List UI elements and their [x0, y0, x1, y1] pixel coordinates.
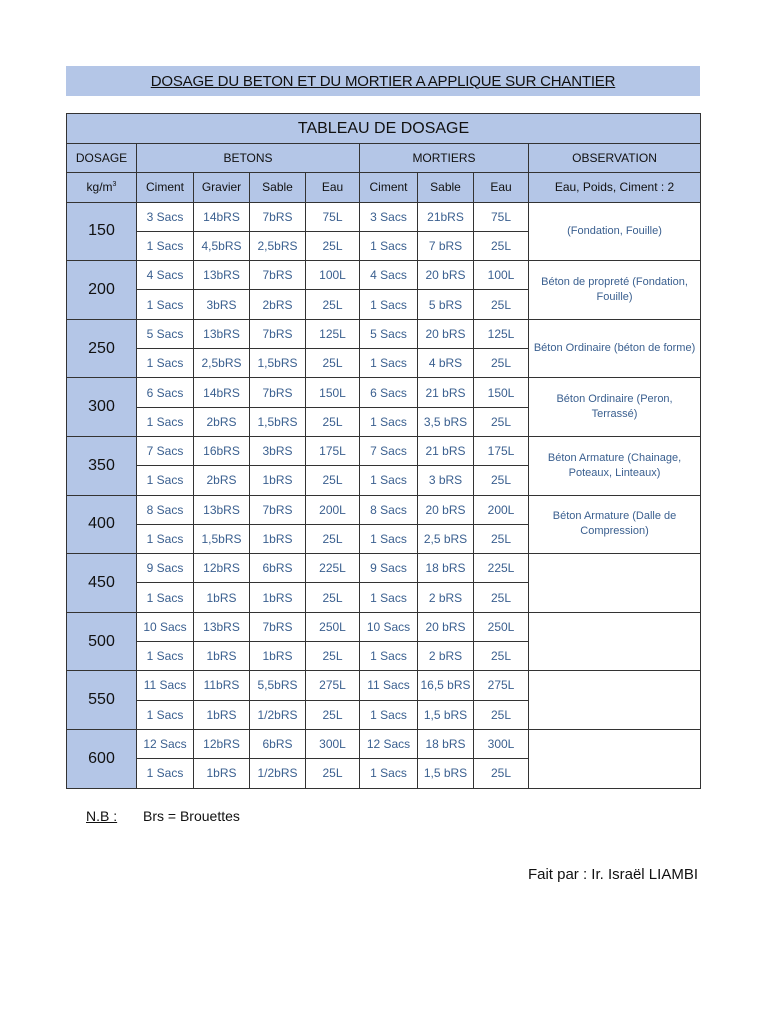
table-cell: 1 Sacs — [360, 700, 418, 729]
table-caption: TABLEAU DE DOSAGE — [67, 114, 701, 144]
table-cell: 25L — [306, 700, 360, 729]
sub-header-beton-ciment: Ciment — [137, 173, 194, 202]
table-cell: 1bRS — [194, 700, 250, 729]
table-cell: 2,5bRS — [194, 349, 250, 378]
table-cell: 9 Sacs — [137, 554, 194, 583]
dosage-value: 350 — [67, 436, 137, 495]
dosage-table — [66, 113, 701, 789]
table-cell: 13bRS — [194, 612, 250, 641]
header-observation: OBSERVATION — [529, 144, 701, 173]
table-cell: 25L — [306, 759, 360, 788]
table-cell: 250L — [474, 612, 529, 641]
table-cell: 1 Sacs — [360, 759, 418, 788]
table-cell: 1,5bRS — [194, 524, 250, 553]
table-cell: 20 bRS — [418, 495, 474, 524]
table-cell: 6 Sacs — [360, 378, 418, 407]
header-mortiers: MORTIERS — [360, 144, 529, 173]
table-cell: 25L — [474, 349, 529, 378]
table-cell: 21 bRS — [418, 378, 474, 407]
observation-cell: Béton Armature (Dalle de Compression) — [529, 495, 701, 554]
table-cell: 3,5 bRS — [418, 407, 474, 436]
table-cell: 11 Sacs — [360, 671, 418, 700]
table-cell: 3 bRS — [418, 466, 474, 495]
table-cell: 1,5bRS — [250, 349, 306, 378]
sub-header-beton-sable: Sable — [250, 173, 306, 202]
table-cell: 125L — [306, 319, 360, 348]
table-cell: 1 Sacs — [360, 407, 418, 436]
table-cell: 1 Sacs — [137, 642, 194, 671]
table-cell: 1,5 bRS — [418, 759, 474, 788]
dosage-value: 550 — [67, 671, 137, 730]
dosage-value: 150 — [67, 202, 137, 261]
sub-header-observation: Eau, Poids, Ciment : 2 — [529, 173, 701, 202]
table-cell: 25L — [474, 759, 529, 788]
table-cell: 300L — [474, 729, 529, 758]
table-cell: 2,5bRS — [250, 231, 306, 260]
observation-cell — [529, 554, 701, 613]
table-cell: 1bRS — [194, 642, 250, 671]
observation-cell: Béton Armature (Chainage, Poteaux, Linteaux) — [529, 436, 701, 495]
table-cell: 25L — [306, 407, 360, 436]
table-cell: 25L — [474, 290, 529, 319]
dosage-value: 600 — [67, 729, 137, 788]
table-cell: 4 Sacs — [360, 261, 418, 290]
footnote-label: N.B : — [86, 808, 118, 824]
table-cell: 75L — [306, 202, 360, 231]
table-cell: 225L — [474, 554, 529, 583]
table-cell: 25L — [474, 407, 529, 436]
table-cell: 1 Sacs — [360, 349, 418, 378]
table-row — [67, 495, 701, 524]
table-cell: 1 Sacs — [360, 231, 418, 260]
table-row — [67, 378, 701, 407]
table-cell: 275L — [306, 671, 360, 700]
table-row — [67, 554, 701, 583]
table-cell: 21 bRS — [418, 436, 474, 465]
table-cell: 12 Sacs — [360, 729, 418, 758]
observation-cell: Béton Ordinaire (béton de forme) — [529, 319, 701, 378]
table-cell: 7bRS — [250, 319, 306, 348]
table-cell: 25L — [306, 642, 360, 671]
table-cell: 3bRS — [250, 436, 306, 465]
observation-cell: (Fondation, Fouille) — [529, 202, 701, 261]
table-cell: 1 Sacs — [137, 700, 194, 729]
table-cell: 2bRS — [194, 407, 250, 436]
table-cell: 25L — [306, 583, 360, 612]
table-cell: 1 Sacs — [137, 407, 194, 436]
table-cell: 1bRS — [250, 466, 306, 495]
table-cell: 1bRS — [194, 583, 250, 612]
table-cell: 20 bRS — [418, 319, 474, 348]
sub-header-mortier-ciment: Ciment — [360, 173, 418, 202]
table-cell: 6 Sacs — [137, 378, 194, 407]
table-cell: 2 bRS — [418, 583, 474, 612]
table-cell: 250L — [306, 612, 360, 641]
table-cell: 7 bRS — [418, 231, 474, 260]
footnote — [86, 808, 240, 824]
table-cell: 4 bRS — [418, 349, 474, 378]
table-cell: 25L — [474, 700, 529, 729]
table-cell: 75L — [474, 202, 529, 231]
table-cell: 3 Sacs — [360, 202, 418, 231]
table-cell: 25L — [474, 231, 529, 260]
table-cell: 5 Sacs — [137, 319, 194, 348]
table-cell: 25L — [474, 642, 529, 671]
table-cell: 1bRS — [194, 759, 250, 788]
table-cell: 3 Sacs — [137, 202, 194, 231]
table-cell: 5 bRS — [418, 290, 474, 319]
table-cell: 1 Sacs — [137, 231, 194, 260]
table-cell: 1 Sacs — [137, 290, 194, 319]
sub-header-mortier-sable: Sable — [418, 173, 474, 202]
sub-header-beton-gravier: Gravier — [194, 173, 250, 202]
table-cell: 8 Sacs — [360, 495, 418, 524]
table-cell: 14bRS — [194, 202, 250, 231]
document-title: DOSAGE DU BETON ET DU MORTIER A APPLIQUE SUR CHANTIER — [66, 66, 700, 96]
table-cell: 7bRS — [250, 612, 306, 641]
observation-cell — [529, 612, 701, 671]
table-cell: 12 Sacs — [137, 729, 194, 758]
table-cell: 13bRS — [194, 261, 250, 290]
observation-cell — [529, 671, 701, 730]
table-cell: 1bRS — [250, 642, 306, 671]
table-cell: 4 Sacs — [137, 261, 194, 290]
table-cell: 2 bRS — [418, 642, 474, 671]
table-cell: 1 Sacs — [360, 642, 418, 671]
table-cell: 1 Sacs — [360, 290, 418, 319]
table-cell: 1 Sacs — [360, 583, 418, 612]
table-cell: 1 Sacs — [360, 524, 418, 553]
dosage-value: 300 — [67, 378, 137, 437]
table-row — [67, 202, 701, 231]
table-cell: 25L — [474, 466, 529, 495]
table-cell: 25L — [306, 524, 360, 553]
table-cell: 3bRS — [194, 290, 250, 319]
table-cell: 21bRS — [418, 202, 474, 231]
dosage-value: 200 — [67, 261, 137, 320]
table-cell: 1/2bRS — [250, 759, 306, 788]
table-cell: 1 Sacs — [360, 466, 418, 495]
table-cell: 1 Sacs — [137, 583, 194, 612]
table-cell: 25L — [306, 290, 360, 319]
unit-text: kg/m — [86, 180, 113, 195]
table-cell: 300L — [306, 729, 360, 758]
table-cell: 25L — [474, 583, 529, 612]
table-cell: 1,5bRS — [250, 407, 306, 436]
table-cell: 7 Sacs — [360, 436, 418, 465]
table-cell: 14bRS — [194, 378, 250, 407]
table-cell: 7bRS — [250, 495, 306, 524]
dosage-value: 250 — [67, 319, 137, 378]
dosage-value: 500 — [67, 612, 137, 671]
table-cell: 2bRS — [194, 466, 250, 495]
table-cell: 275L — [474, 671, 529, 700]
table-row — [67, 436, 701, 465]
table-cell: 1 Sacs — [137, 349, 194, 378]
table-cell: 11bRS — [194, 671, 250, 700]
table-cell: 12bRS — [194, 729, 250, 758]
table-cell: 6bRS — [250, 554, 306, 583]
table-cell: 13bRS — [194, 495, 250, 524]
table-row — [67, 729, 701, 758]
table-cell: 200L — [306, 495, 360, 524]
observation-cell: Béton de propreté (Fondation, Fouille) — [529, 261, 701, 320]
table-cell: 20 bRS — [418, 612, 474, 641]
table-cell: 16,5 bRS — [418, 671, 474, 700]
table-cell: 9 Sacs — [360, 554, 418, 583]
table-cell: 1 Sacs — [137, 466, 194, 495]
table-row — [67, 671, 701, 700]
table-cell: 7bRS — [250, 202, 306, 231]
table-cell: 100L — [306, 261, 360, 290]
table-cell: 6bRS — [250, 729, 306, 758]
table-cell: 175L — [306, 436, 360, 465]
table-cell: 1/2bRS — [250, 700, 306, 729]
author-credit: Fait par : Ir. Israël LIAMBI — [527, 866, 698, 883]
table-cell: 16bRS — [194, 436, 250, 465]
table-cell: 1,5 bRS — [418, 700, 474, 729]
table-cell: 5,5bRS — [250, 671, 306, 700]
table-cell: 18 bRS — [418, 729, 474, 758]
table-cell: 18 bRS — [418, 554, 474, 583]
header-betons: BETONS — [137, 144, 360, 173]
table-cell: 150L — [306, 378, 360, 407]
dosage-value: 450 — [67, 554, 137, 613]
table-cell: 4,5bRS — [194, 231, 250, 260]
table-cell: 1 Sacs — [137, 759, 194, 788]
table-cell: 25L — [306, 231, 360, 260]
table-cell: 11 Sacs — [137, 671, 194, 700]
table-cell: 5 Sacs — [360, 319, 418, 348]
table-row — [67, 612, 701, 641]
table-cell: 175L — [474, 436, 529, 465]
table-cell: 13bRS — [194, 319, 250, 348]
table-row — [67, 319, 701, 348]
table-cell: 1bRS — [250, 583, 306, 612]
header-dosage: DOSAGE — [67, 144, 137, 173]
header-unit — [67, 173, 137, 202]
dosage-value: 400 — [67, 495, 137, 554]
table-cell: 2bRS — [250, 290, 306, 319]
table-cell: 8 Sacs — [137, 495, 194, 524]
table-cell: 10 Sacs — [360, 612, 418, 641]
table-cell: 1 Sacs — [137, 524, 194, 553]
table-cell: 7bRS — [250, 261, 306, 290]
table-cell: 125L — [474, 319, 529, 348]
table-cell: 2,5 bRS — [418, 524, 474, 553]
observation-cell: Béton Ordinaire (Peron, Terrassé) — [529, 378, 701, 437]
sub-header-mortier-eau: Eau — [474, 173, 529, 202]
table-cell: 7bRS — [250, 378, 306, 407]
table-row — [67, 261, 701, 290]
unit-exponent: 3 — [112, 181, 117, 189]
table-cell: 10 Sacs — [137, 612, 194, 641]
table-cell: 1bRS — [250, 524, 306, 553]
table-cell: 25L — [474, 524, 529, 553]
table-cell: 25L — [306, 466, 360, 495]
table-cell: 200L — [474, 495, 529, 524]
table-cell: 150L — [474, 378, 529, 407]
table-cell: 100L — [474, 261, 529, 290]
table-cell: 25L — [306, 349, 360, 378]
table-cell: 225L — [306, 554, 360, 583]
table-cell: 7 Sacs — [137, 436, 194, 465]
footnote-text: Brs = Brouettes — [143, 808, 240, 824]
observation-cell — [529, 729, 701, 788]
table-cell: 20 bRS — [418, 261, 474, 290]
table-cell: 12bRS — [194, 554, 250, 583]
sub-header-beton-eau: Eau — [306, 173, 360, 202]
